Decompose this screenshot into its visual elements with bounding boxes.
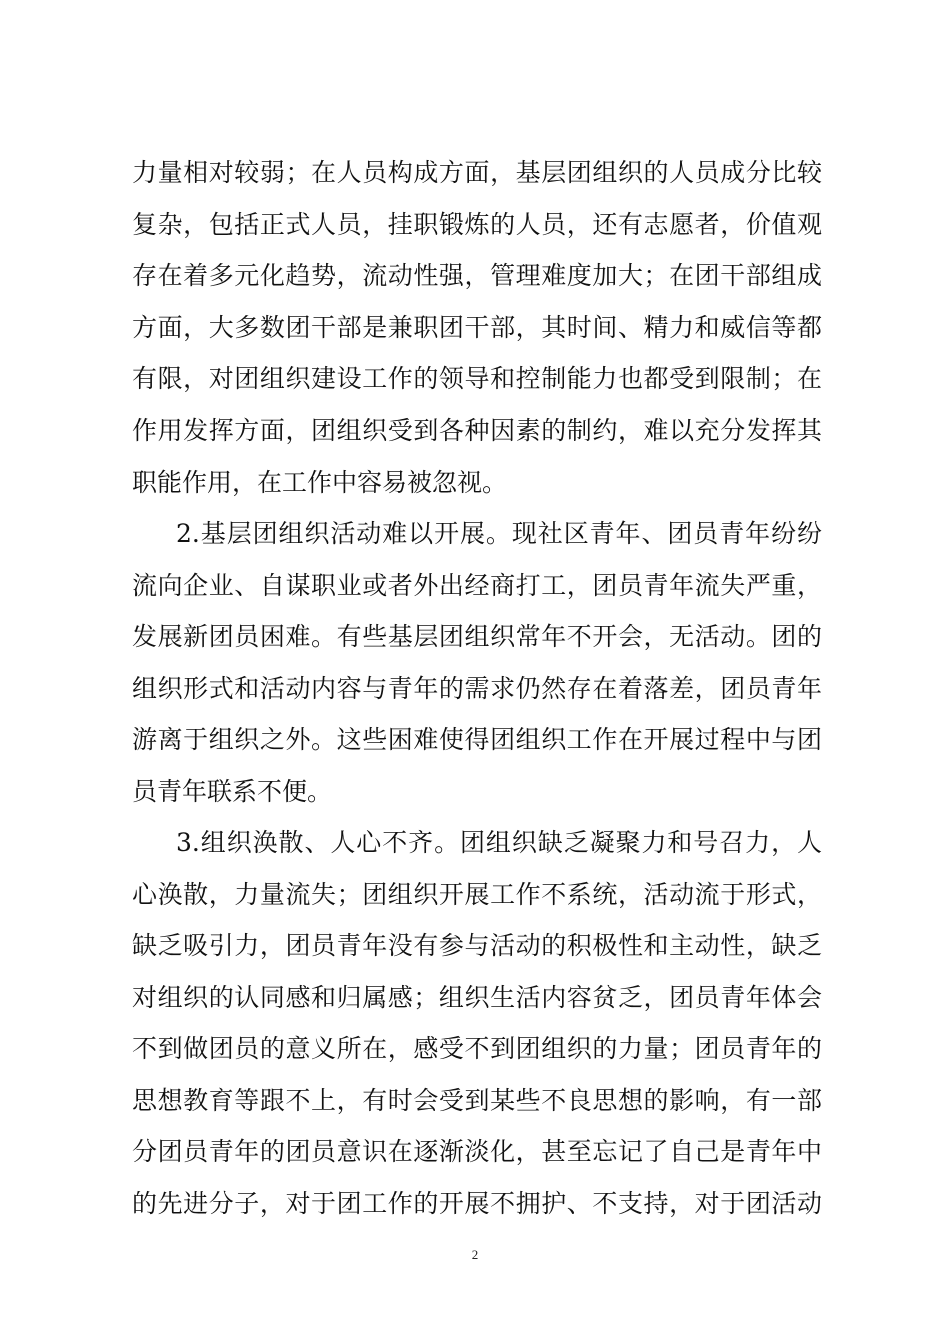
text-line: 职能作用，在工作中容易被忽视。 <box>132 468 508 497</box>
text-line: 流向企业、自谋职业或者外出经商打工，团员青年流失严重， <box>132 571 822 600</box>
text-line: 作用发挥方面，团组织受到各种因素的制约，难以充分发挥其 <box>132 416 822 445</box>
text-line: 2.基层团组织活动难以开展。现社区青年、团员青年纷纷 <box>176 519 822 548</box>
page-number: 2 <box>471 1247 479 1262</box>
text-line: 缺乏吸引力，团员青年没有参与活动的积极性和主动性，缺乏 <box>132 931 822 960</box>
text-line: 复杂，包括正式人员，挂职锻炼的人员，还有志愿者，价值观 <box>132 210 822 239</box>
text-line: 不到做团员的意义所在，感受不到团组织的力量；团员青年的 <box>132 1034 822 1063</box>
text-line: 员青年联系不便。 <box>132 777 333 806</box>
text-line: 游离于组织之外。这些困难使得团组织工作在开展过程中与团 <box>132 725 822 754</box>
text-line: 对组织的认同感和归属感；组织生活内容贫乏，团员青年体会 <box>132 983 822 1012</box>
text-line: 方面，大多数团干部是兼职团干部，其时间、精力和威信等都 <box>132 313 822 342</box>
text-line: 组织形式和活动内容与青年的需求仍然存在着落差，团员青年 <box>132 674 822 703</box>
text-line: 有限，对团组织建设工作的领导和控制能力也都受到限制；在 <box>132 364 822 393</box>
text-line: 思想教育等跟不上，有时会受到某些不良思想的影响，有一部 <box>132 1086 822 1115</box>
text-line: 存在着多元化趋势，流动性强，管理难度加大；在团干部组成 <box>132 261 822 290</box>
text-line: 发展新团员困难。有些基层团组织常年不开会，无活动。团的 <box>132 622 822 651</box>
text-line: 3.组织涣散、人心不齐。团组织缺乏凝聚力和号召力，人 <box>176 828 822 857</box>
text-line: 分团员青年的团员意识在逐渐淡化，甚至忘记了自己是青年中 <box>132 1137 822 1166</box>
text-line: 的先进分子，对于团工作的开展不拥护、不支持，对于团活动 <box>132 1189 822 1218</box>
text-line: 力量相对较弱；在人员构成方面，基层团组织的人员成分比较 <box>132 158 822 187</box>
text-line: 心涣散，力量流失；团组织开展工作不系统，活动流于形式， <box>132 880 822 909</box>
